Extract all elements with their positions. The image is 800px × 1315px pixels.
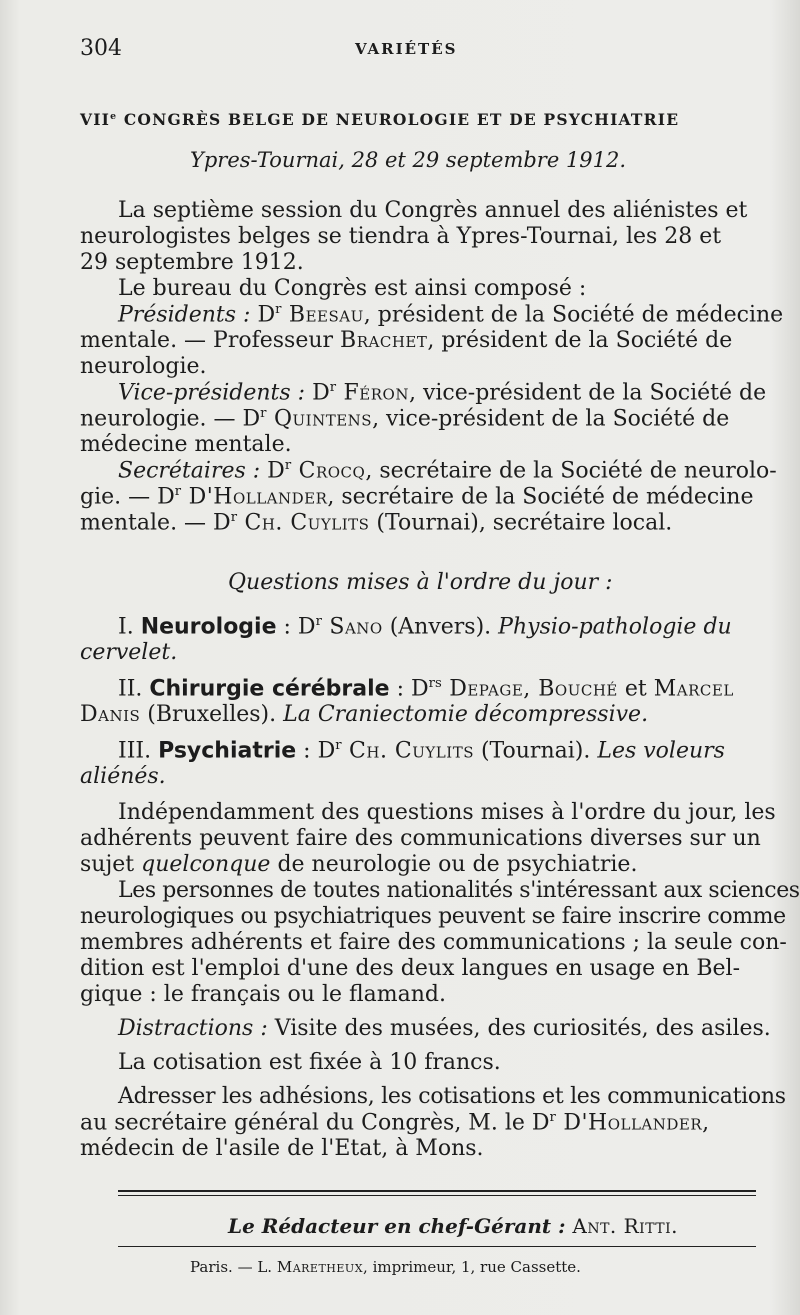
para3-line4: dition est l'emploi d'une des deux langues en usage en Bel-	[80, 956, 741, 981]
questions-heading: Questions mises à l'ordre du jour :	[228, 570, 613, 595]
secretaires-line3: mentale. — $D^r$ Ch. Cuylits (Tournai), secrétaire local.	[80, 510, 673, 536]
bureau-intro: Le bureau du Congrès est ainsi composé :	[118, 276, 587, 301]
redacteur-line: Le Rédacteur en chef-Gérant : Ant. Ritti.	[228, 1214, 679, 1238]
imprimeur-line: Paris. — L. Maretheux, imprimeur, 1, rue Cassette.	[190, 1258, 581, 1276]
running-title: VARIÉTÉS	[355, 40, 458, 58]
adresser-line1: Adresser les adhésions, les cotisations et les communications	[118, 1084, 786, 1109]
question1-line1: I. Neurologie : $D^r$ Sano (Anvers). Physio-pathologie du	[118, 614, 732, 640]
presidents-line2: mentale. — Professeur Brachet, président de la Société de	[80, 328, 733, 353]
question3-line1: III. Psychiatrie : $D^r$ Ch. Cuylits (Tournai). Les voleurs	[118, 738, 725, 764]
page-number: 304	[80, 36, 122, 61]
question3-line2: aliénés.	[80, 764, 166, 789]
title-text: CONGRÈS BELGE DE NEUROLOGIE ET DE PSYCHIATRIE	[117, 110, 680, 129]
para3-line5: gique : le français ou le flamand.	[80, 982, 447, 1007]
title-prefix-sup: e	[110, 110, 118, 122]
vice-line2: neurologie. — $D^r$ Quintens, vice-président de la Société de	[80, 406, 730, 432]
footer-rule	[118, 1246, 756, 1247]
adresser-line3: médecin de l'asile de l'Etat, à Mons.	[80, 1136, 484, 1161]
title-prefix: VII	[80, 110, 111, 129]
para1-line1: La septième session du Congrès annuel des aliénistes et	[118, 198, 748, 223]
para3-line1: Les personnes de toutes nationalités s'intéressant aux sciences	[118, 878, 800, 903]
presidents-line3: neurologie.	[80, 354, 207, 379]
para2-line1: Indépendamment des questions mises à l'ordre du jour, les	[118, 800, 776, 825]
adresser-line2: au secrétaire général du Congrès, M. le $D^r$ D'Hollander,	[80, 1110, 710, 1136]
question2-line1: II. Chirurgie cérébrale : $D^{rs}$ Depage, Bouché et Marcel	[118, 676, 734, 702]
secretaires-line1: Secrétaires : $D^r$ Crocq, secrétaire de la Société de neurolo-	[118, 458, 777, 484]
question2-line2: Danis (Bruxelles). La Craniectomie décompressive.	[80, 702, 649, 727]
congress-title	[80, 110, 679, 129]
divider-rule-top	[118, 1190, 756, 1192]
para2-line3: sujet quelconque de neurologie ou de psychiatrie.	[80, 852, 638, 877]
vice-line3: médecine mentale.	[80, 432, 292, 457]
question1-line2: cervelet.	[80, 640, 178, 665]
cotisation-line: La cotisation est fixée à 10 francs.	[118, 1050, 501, 1075]
para1-line2: neurologistes belges se tiendra à Ypres-Tournai, les 28 et	[80, 224, 722, 249]
dateline: Ypres-Tournai, 28 et 29 septembre 1912.	[190, 148, 627, 172]
vice-line1: Vice-présidents : $D^r$ Féron, vice-président de la Société de	[118, 380, 767, 406]
para1-line3: 29 septembre 1912.	[80, 250, 304, 275]
divider-rule-bottom	[118, 1195, 756, 1196]
para3-line2: neurologiques ou psychiatriques peuvent se faire inscrire comme	[80, 904, 786, 929]
para3-line3: membres adhérents et faire des communications ; la seule con-	[80, 930, 787, 955]
distractions-line: Distractions : Visite des musées, des curiosités, des asiles.	[118, 1016, 771, 1041]
secretaires-line2: gie. — $D^r$ D'Hollander, secrétaire de la Société de médecine	[80, 484, 754, 510]
para2-line2: adhérents peuvent faire des communications diverses sur un	[80, 826, 761, 851]
presidents-line1: Présidents : $D^r$ Beesau, président de la Société de médecine	[118, 302, 784, 328]
